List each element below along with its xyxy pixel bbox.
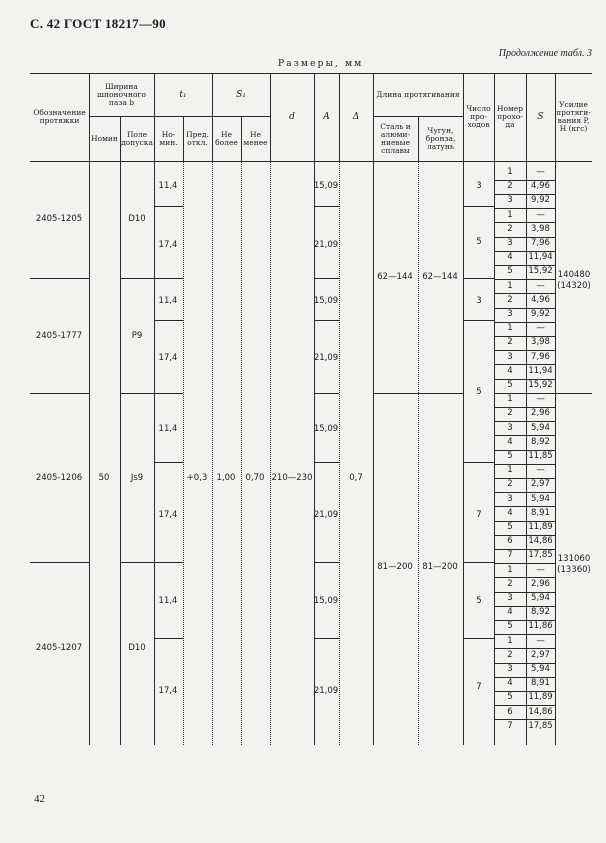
length-iron-cell: 81—200 bbox=[422, 562, 458, 572]
s-value-cell: 11,85 bbox=[528, 451, 553, 461]
s-value-cell: — bbox=[536, 209, 545, 220]
s-value-cell: 5,94 bbox=[531, 422, 550, 433]
pass-number-cell: 2 bbox=[507, 181, 513, 192]
a-cell: 15,09 bbox=[313, 181, 339, 191]
a-cell: 21,09 bbox=[313, 240, 339, 250]
s-value-cell: 3,98 bbox=[531, 223, 550, 234]
pass-row-line bbox=[494, 350, 555, 351]
s-value-cell: — bbox=[536, 564, 545, 575]
header-t1: t₁ bbox=[179, 89, 187, 100]
s-value-cell: 2,96 bbox=[531, 408, 550, 419]
pass-row-line bbox=[494, 577, 555, 578]
pass-number-cell: 6 bbox=[507, 536, 513, 547]
header-pass-no: Номер прохо-да bbox=[496, 104, 524, 129]
pass-row-line bbox=[494, 435, 555, 436]
passes-cell: 3 bbox=[476, 296, 482, 306]
a-cell: 15,09 bbox=[313, 596, 339, 606]
pass-number-cell: 5 bbox=[507, 380, 513, 390]
header-t1-dev: Пред. откл. bbox=[186, 129, 209, 147]
t1-nom-cell: 17,4 bbox=[158, 510, 178, 520]
pass-row-line bbox=[494, 691, 555, 692]
pass-number-cell: 1 bbox=[507, 465, 513, 476]
pass-row-line bbox=[494, 237, 555, 238]
pass-row-line bbox=[494, 450, 555, 451]
pass-number-cell: 3 bbox=[507, 493, 513, 504]
header-s1-max: Не более bbox=[215, 129, 238, 147]
header-delta: Δ bbox=[352, 112, 360, 122]
pass-number-cell: 2 bbox=[507, 408, 513, 419]
t1-nom-cell: 17,4 bbox=[158, 353, 178, 363]
pass-row-line bbox=[494, 336, 555, 337]
page-number: 42 bbox=[34, 793, 45, 805]
designation-cell: 2405-1777 bbox=[35, 331, 83, 341]
pass-number-cell: 2 bbox=[507, 294, 513, 305]
page-header: С. 42 ГОСТ 18217—90 bbox=[30, 16, 166, 31]
t1-nom-cell: 11,4 bbox=[158, 596, 178, 606]
pass-number-cell: 4 bbox=[507, 678, 513, 689]
a-cell: 21,09 bbox=[313, 510, 339, 520]
s-value-cell: 8,91 bbox=[531, 507, 550, 518]
pass-number-cell: 1 bbox=[507, 323, 513, 334]
force-cell: 140480 bbox=[557, 270, 591, 280]
header-t1-nom: Но-мин. bbox=[159, 129, 178, 147]
pass-number-cell: 7 bbox=[507, 550, 513, 561]
pass-row-line bbox=[494, 506, 555, 507]
pass-number-cell: 7 bbox=[507, 720, 513, 731]
s-value-cell: 11,94 bbox=[528, 365, 553, 376]
pass-number-cell: 5 bbox=[507, 621, 513, 632]
s-value-cell: 11,89 bbox=[528, 522, 553, 532]
a-cell: 21,09 bbox=[313, 353, 339, 363]
fit-cell: D10 bbox=[128, 214, 146, 224]
designation-cell: 2405-1206 bbox=[35, 473, 83, 483]
s-value-cell: — bbox=[536, 323, 545, 334]
d-cell: 210—230 bbox=[271, 473, 313, 483]
header-designation: Обозначение протяжки bbox=[33, 108, 86, 125]
pass-number-cell: 3 bbox=[507, 422, 513, 433]
pass-number-cell: 4 bbox=[507, 365, 513, 376]
pass-row-line bbox=[494, 293, 555, 294]
pass-number-cell: 2 bbox=[507, 578, 513, 589]
pass-row-line bbox=[494, 563, 555, 564]
designation-cell: 2405-1205 bbox=[35, 214, 83, 224]
continuation-label: Продолжение табл. 3 bbox=[498, 48, 592, 59]
pass-number-cell: 1 bbox=[507, 394, 513, 405]
designation-cell: 2405-1207 bbox=[35, 643, 83, 653]
header-width-nom: Номин bbox=[91, 133, 118, 143]
s-value-cell: 8,92 bbox=[531, 607, 550, 618]
s-value-cell: 9,92 bbox=[531, 309, 550, 319]
force-kgf-cell: (13360) bbox=[557, 565, 591, 575]
s-value-cell: 7,96 bbox=[531, 351, 550, 362]
header-width: Ширина шпоночного паза b bbox=[97, 82, 146, 107]
t1-nom-cell: 11,4 bbox=[158, 296, 178, 306]
passes-cell: 5 bbox=[476, 596, 482, 606]
pass-row-line bbox=[494, 379, 555, 380]
t1-dev-cell: +0,3 bbox=[186, 473, 208, 483]
pass-row-line bbox=[494, 322, 555, 323]
s-value-cell: 4,96 bbox=[531, 294, 550, 305]
width-nom-cell: 50 bbox=[98, 473, 110, 483]
pass-row-line bbox=[494, 592, 555, 593]
pass-number-cell: 3 bbox=[507, 195, 513, 206]
pass-row-line bbox=[494, 606, 555, 607]
pass-number-cell: 5 bbox=[507, 451, 513, 461]
pass-row-line bbox=[494, 393, 555, 394]
fit-cell: D10 bbox=[128, 643, 146, 653]
s-value-cell: 7,96 bbox=[531, 238, 550, 248]
pass-row-line bbox=[494, 364, 555, 365]
pass-number-cell: 5 bbox=[507, 522, 513, 532]
pass-number-cell: 1 bbox=[507, 635, 513, 646]
s-value-cell: 14,86 bbox=[528, 706, 553, 717]
pass-row-line bbox=[494, 705, 555, 706]
s-value-cell: 2,97 bbox=[531, 479, 550, 490]
pass-number-cell: 3 bbox=[507, 309, 513, 319]
s-value-cell: 14,86 bbox=[528, 536, 553, 547]
header-s: S bbox=[537, 112, 544, 122]
header-length-steel: Сталь и алюми-ниевые сплавы bbox=[380, 121, 411, 155]
pass-row-line bbox=[494, 222, 555, 223]
header-passes: Число про-ходов bbox=[466, 104, 491, 129]
pass-row-line bbox=[494, 648, 555, 649]
fit-cell: Js9 bbox=[130, 473, 144, 483]
pass-row-line bbox=[494, 549, 555, 550]
force-cell: 131060 bbox=[557, 554, 591, 564]
s-value-cell: — bbox=[536, 280, 545, 291]
header-a: A bbox=[323, 112, 330, 122]
pass-row-line bbox=[494, 308, 555, 309]
dimensions-caption: Размеры, мм bbox=[278, 59, 364, 69]
s1-max-cell: 1,00 bbox=[216, 473, 236, 483]
pass-row-line bbox=[494, 208, 555, 209]
a-cell: 21,09 bbox=[313, 686, 339, 696]
force-kgf-cell: (14320) bbox=[557, 281, 591, 291]
s-value-cell: 2,97 bbox=[531, 649, 550, 660]
header-force: Усилие протяги-вания P, Н (кгс) bbox=[556, 100, 591, 133]
s-value-cell: 15,92 bbox=[528, 266, 553, 277]
pass-row-line bbox=[494, 521, 555, 522]
pass-row-line bbox=[494, 464, 555, 465]
s-value-cell: 17,85 bbox=[528, 720, 553, 731]
delta-cell: 0,7 bbox=[349, 473, 363, 483]
header-length-iron: Чугун, бронза, латунь bbox=[425, 125, 456, 151]
t1-nom-cell: 17,4 bbox=[158, 240, 178, 250]
pass-row-line bbox=[494, 407, 555, 408]
pass-number-cell: 3 bbox=[507, 351, 513, 362]
passes-cell: 5 bbox=[476, 387, 482, 397]
s1-min-cell: 0,70 bbox=[245, 473, 265, 483]
pass-row-line bbox=[494, 279, 555, 280]
header-s1-min: Не менее bbox=[243, 129, 268, 147]
s-value-cell: — bbox=[536, 465, 545, 476]
pass-number-cell: 1 bbox=[507, 209, 513, 220]
pass-number-cell: 1 bbox=[507, 280, 513, 291]
pass-number-cell: 1 bbox=[507, 564, 513, 575]
s-value-cell: — bbox=[536, 394, 545, 405]
pass-row-line bbox=[494, 634, 555, 635]
t1-nom-cell: 17,4 bbox=[158, 686, 178, 696]
s-value-cell: 15,92 bbox=[528, 380, 553, 390]
s-value-cell: 11,86 bbox=[528, 621, 553, 632]
s-value-cell: — bbox=[536, 635, 545, 646]
pass-number-cell: 4 bbox=[507, 252, 513, 263]
s-value-cell: 2,96 bbox=[531, 578, 550, 589]
passes-cell: 7 bbox=[476, 510, 482, 520]
header-d: d bbox=[289, 112, 295, 122]
pass-number-cell: 4 bbox=[507, 436, 513, 447]
pass-row-line bbox=[494, 421, 555, 422]
s-value-cell: 11,89 bbox=[528, 692, 553, 703]
passes-cell: 3 bbox=[476, 181, 482, 191]
pass-number-cell: 5 bbox=[507, 692, 513, 703]
length-steel-cell: 62—144 bbox=[377, 272, 413, 282]
header-width-fit: Поле допуска bbox=[121, 129, 153, 147]
pass-row-line bbox=[494, 535, 555, 536]
pass-number-cell: 4 bbox=[507, 507, 513, 518]
pass-row-line bbox=[494, 251, 555, 252]
pass-number-cell: 2 bbox=[507, 649, 513, 660]
s-value-cell: — bbox=[536, 167, 545, 177]
pass-number-cell: 1 bbox=[507, 167, 513, 177]
pass-number-cell: 2 bbox=[507, 337, 513, 348]
pass-number-cell: 2 bbox=[507, 223, 513, 234]
s-value-cell: 5,94 bbox=[531, 664, 550, 674]
pass-row-line bbox=[494, 194, 555, 195]
pass-row-line bbox=[494, 663, 555, 664]
a-cell: 15,09 bbox=[313, 296, 339, 306]
t1-nom-cell: 11,4 bbox=[158, 424, 178, 434]
header-s1: S₁ bbox=[236, 89, 246, 100]
a-cell: 15,09 bbox=[313, 424, 339, 434]
passes-cell: 7 bbox=[476, 682, 482, 692]
s-value-cell: 5,94 bbox=[531, 493, 550, 504]
pass-row-line bbox=[494, 492, 555, 493]
pass-row-line bbox=[494, 180, 555, 181]
pass-number-cell: 6 bbox=[507, 706, 513, 717]
pass-row-line bbox=[494, 620, 555, 621]
s-value-cell: 8,92 bbox=[531, 436, 550, 447]
pass-number-cell: 3 bbox=[507, 238, 513, 248]
pass-row-line bbox=[494, 677, 555, 678]
pass-row-line bbox=[494, 478, 555, 479]
s-value-cell: 9,92 bbox=[531, 195, 550, 206]
length-iron-cell: 62—144 bbox=[422, 272, 458, 282]
pass-number-cell: 2 bbox=[507, 479, 513, 490]
s-value-cell: 17,85 bbox=[528, 550, 553, 561]
passes-cell: 5 bbox=[476, 237, 482, 247]
fit-cell: P9 bbox=[131, 331, 143, 341]
pass-number-cell: 3 bbox=[507, 664, 513, 674]
s-value-cell: 8,91 bbox=[531, 678, 550, 689]
s-value-cell: 5,94 bbox=[531, 593, 550, 603]
pass-number-cell: 4 bbox=[507, 607, 513, 618]
pass-row-line bbox=[494, 265, 555, 266]
s-value-cell: 11,94 bbox=[528, 252, 553, 263]
s-value-cell: 3,98 bbox=[531, 337, 550, 348]
s-value-cell: 4,96 bbox=[531, 181, 550, 192]
pass-number-cell: 3 bbox=[507, 593, 513, 603]
pass-row-line bbox=[494, 719, 555, 720]
header-length: Длина протягивания bbox=[376, 90, 460, 99]
pass-number-cell: 5 bbox=[507, 266, 513, 277]
t1-nom-cell: 11,4 bbox=[158, 181, 178, 191]
length-steel-cell: 81—200 bbox=[377, 562, 413, 572]
